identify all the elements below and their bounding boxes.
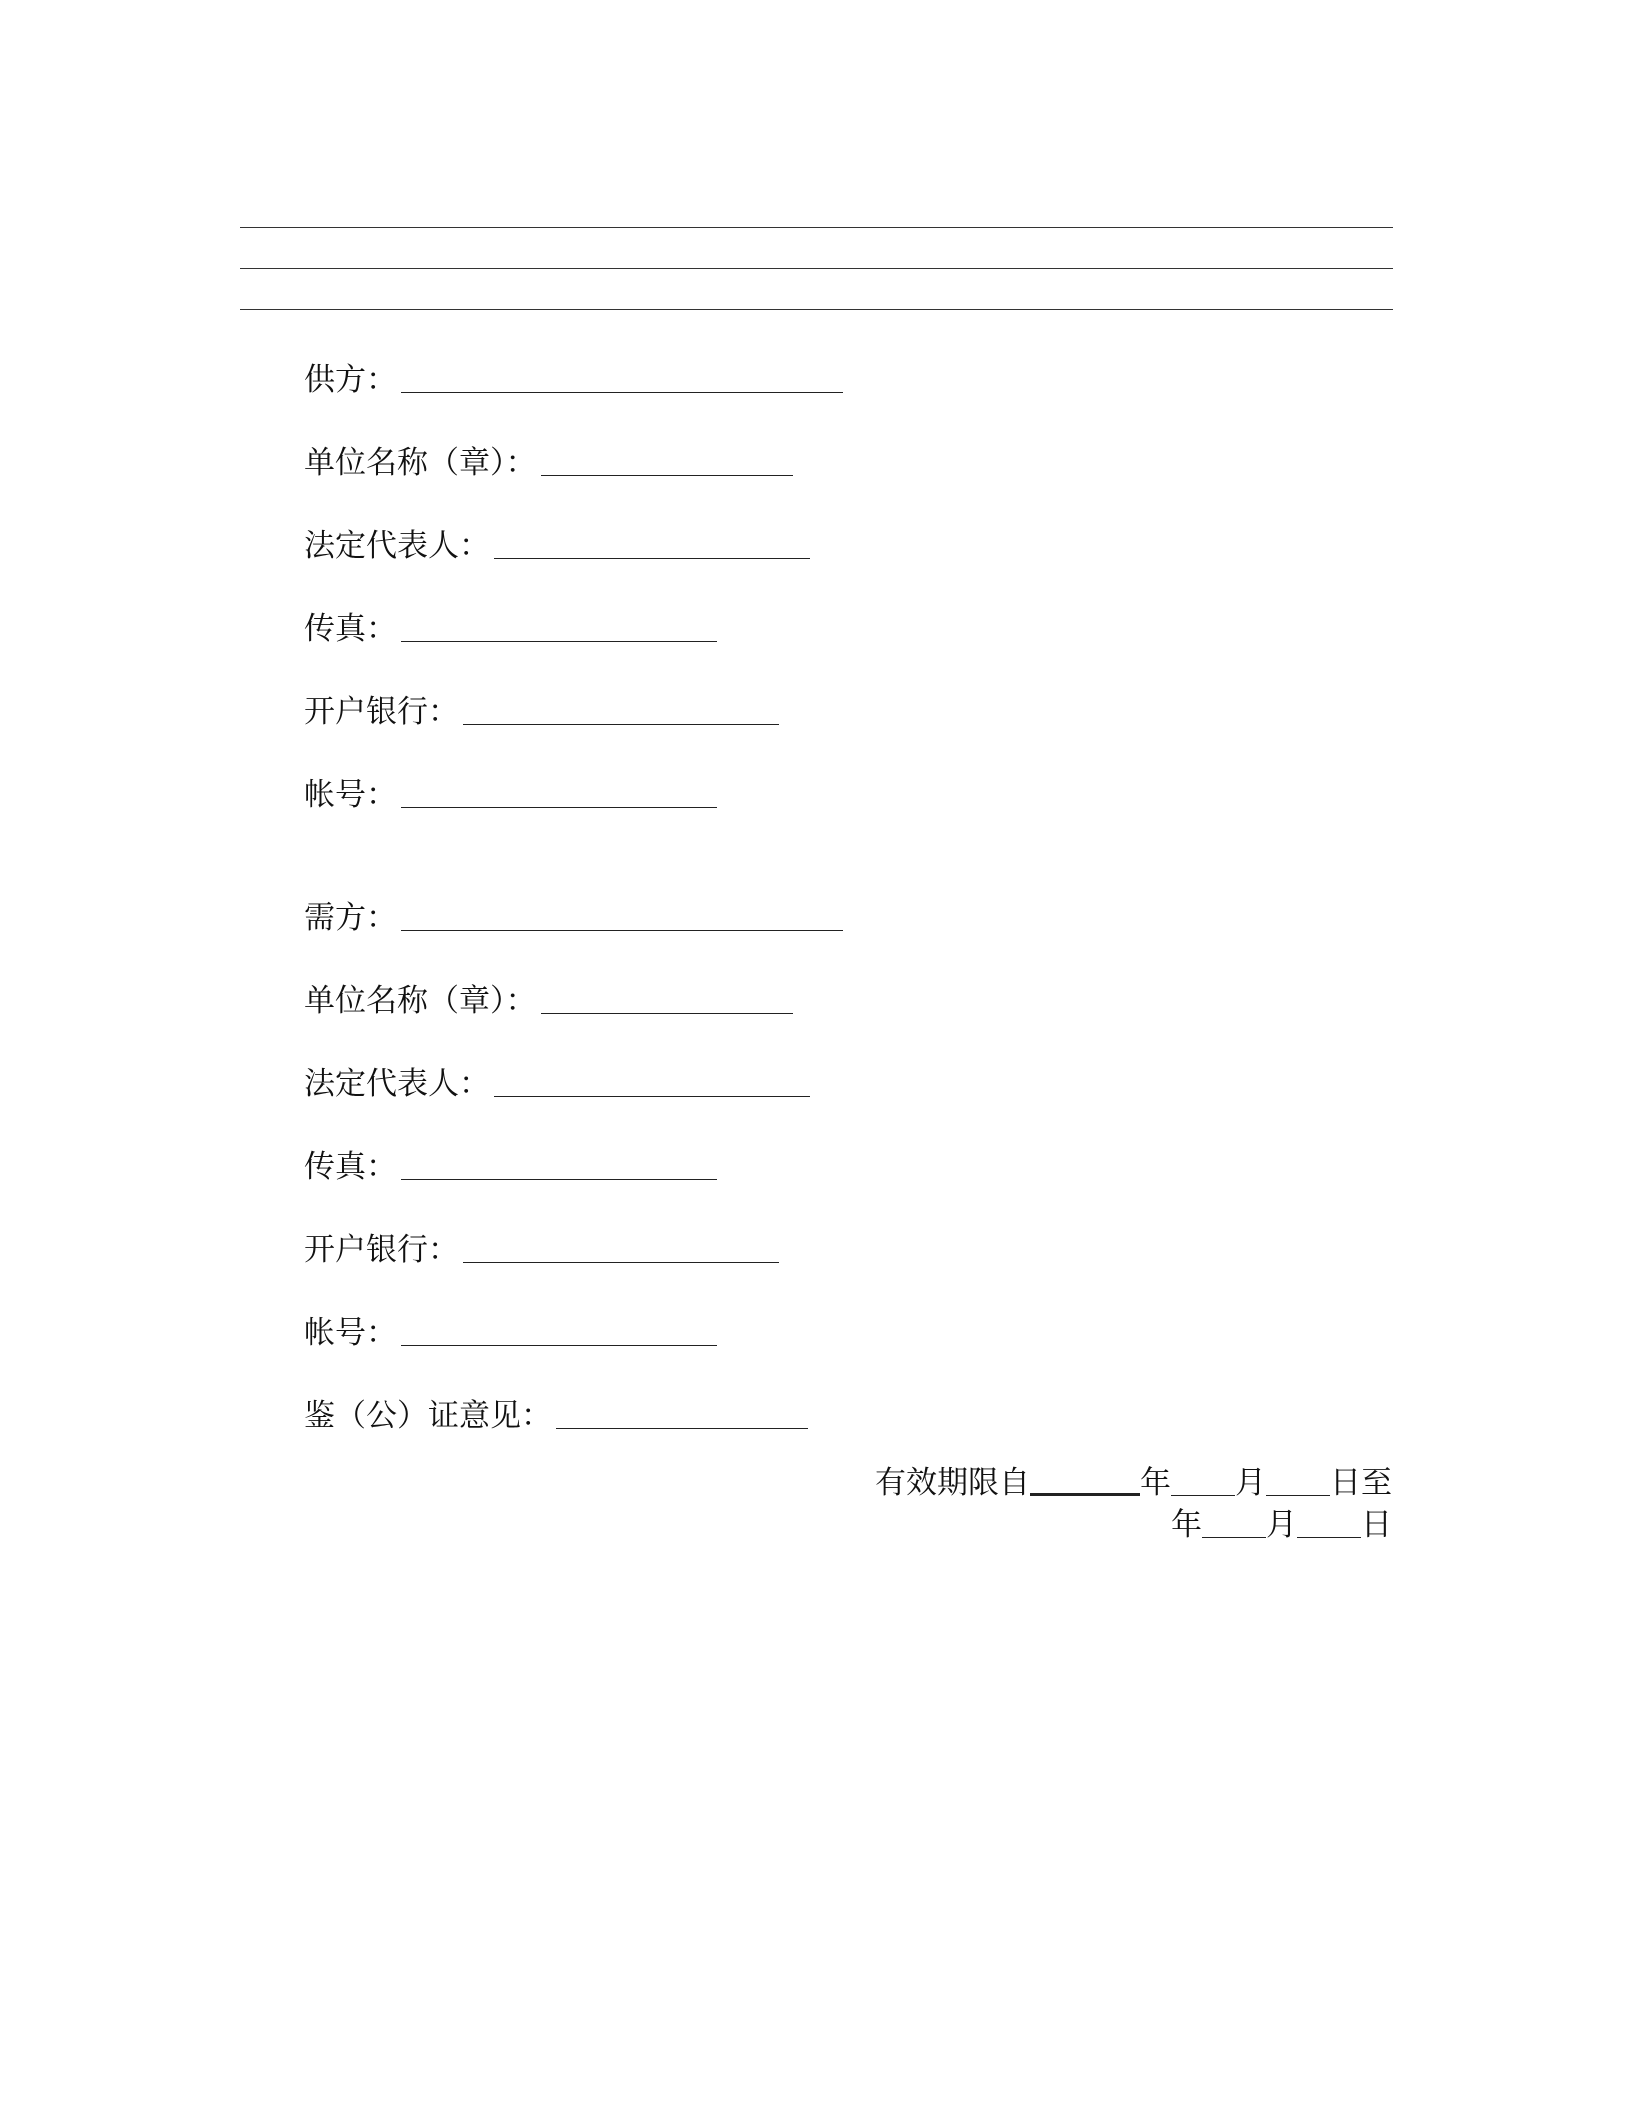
buyer-heading: 需方： [304, 900, 397, 936]
buyer-account-label: 帐号： [304, 1315, 397, 1351]
buyer-legal-rep-blank[interactable] [494, 1096, 810, 1097]
notary-label: 鉴（公）证意见： [304, 1398, 552, 1434]
buyer-name-blank[interactable] [401, 930, 843, 931]
supplier-heading-row [304, 352, 843, 396]
validity-end-month-blank[interactable] [1202, 1537, 1266, 1538]
buyer-company-blank[interactable] [541, 1013, 793, 1014]
supplier-heading: 供方： [304, 362, 397, 398]
supplier-legal-rep-blank[interactable] [494, 558, 810, 559]
supplier-fax-label: 传真： [304, 611, 397, 647]
buyer-fax-blank[interactable] [401, 1179, 717, 1180]
validity-month-label: 月 [1235, 1465, 1266, 1501]
notary-blank[interactable] [556, 1428, 808, 1429]
supplier-bank-blank[interactable] [463, 724, 779, 725]
supplier-bank-row [304, 684, 779, 728]
buyer-company-row [304, 973, 793, 1017]
buyer-bank-row [304, 1222, 779, 1266]
supplier-account-label: 帐号： [304, 777, 397, 813]
supplier-account-row [304, 767, 717, 811]
validity-start-month-blank[interactable] [1171, 1495, 1235, 1496]
supplier-fax-blank[interactable] [401, 641, 717, 642]
supplier-company-blank[interactable] [541, 475, 793, 476]
header-rule-2 [240, 268, 1393, 269]
buyer-heading-row [304, 890, 843, 934]
validity-end-day-blank[interactable] [1297, 1537, 1361, 1538]
supplier-legal-rep-label: 法定代表人： [304, 528, 490, 564]
supplier-fax-row [304, 601, 717, 645]
validity-prefix: 有效期限自 [875, 1465, 1030, 1501]
header-rule-3 [240, 309, 1393, 310]
validity-year2-label: 年 [1171, 1507, 1202, 1543]
buyer-fax-row [304, 1139, 717, 1183]
buyer-bank-blank[interactable] [463, 1262, 779, 1263]
buyer-account-blank[interactable] [401, 1345, 717, 1346]
header-rule-1 [240, 227, 1393, 228]
supplier-company-label: 单位名称（章）： [304, 445, 537, 481]
validity-day-to-label: 日至 [1330, 1465, 1392, 1501]
buyer-legal-rep-label: 法定代表人： [304, 1066, 490, 1102]
supplier-company-row [304, 435, 793, 479]
validity-line-2 [1171, 1507, 1392, 1543]
supplier-name-blank[interactable] [401, 392, 843, 393]
buyer-company-label: 单位名称（章）： [304, 983, 537, 1019]
buyer-bank-label: 开户银行： [304, 1232, 459, 1268]
supplier-account-blank[interactable] [401, 807, 717, 808]
buyer-account-row [304, 1305, 717, 1349]
buyer-legal-rep-row [304, 1056, 810, 1100]
validity-year-label: 年 [1140, 1465, 1171, 1501]
validity-line-1 [875, 1465, 1392, 1501]
supplier-bank-label: 开户银行： [304, 694, 459, 730]
validity-start-day-blank[interactable] [1266, 1495, 1330, 1496]
validity-day2-label: 日 [1361, 1507, 1392, 1543]
supplier-legal-rep-row [304, 518, 810, 562]
validity-month2-label: 月 [1266, 1507, 1297, 1543]
notary-row [304, 1388, 808, 1432]
validity-start-year-blank[interactable] [1030, 1493, 1140, 1496]
buyer-fax-label: 传真： [304, 1149, 397, 1185]
